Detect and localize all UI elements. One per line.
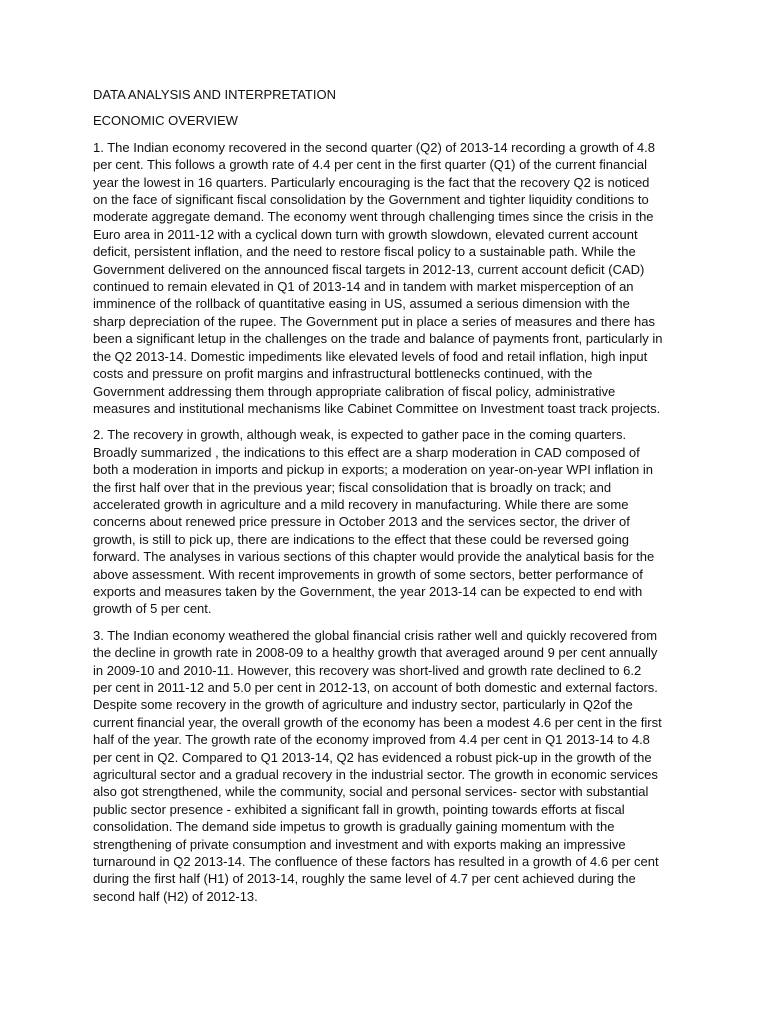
document-title: DATA ANALYSIS AND INTERPRETATION <box>93 87 336 102</box>
paragraph-3: 3. The Indian economy weathered the global financial crisis rather well and quickly recovered from the decline in growth rate in 2008-09 to a healthy growth that averaged around 9 per cent annually in 2009-10 and 2010-11. However, this recovery was short-lived and growth rate declined to 6.2 per cent in 2011-12 and 5.0 per cent in 2012-13, on account of both domestic and external factors. Despite some recovery in the growth of agriculture and industry sector, particularly in Q2of the current financial year, the overall growth of the economy has been a modest 4.6 per cent in the first half of the year. The growth rate of the economy improved from 4.4 per cent in Q1 2013-14 to 4.8 per cent in Q2. Compared to Q1 2013-14, Q2 has evidenced a robust pick-up in the growth of the agricultural sector and a gradual recovery in the industrial sector. The growth in economic services also got strengthened, while the community, social and personal services- sector with substantial public sector presence - exhibited a significant fall in growth, pointing towards efforts at fiscal consolidation. The demand side impetus to growth is gradually gaining momentum with the strengthening of private consumption and investment and with exports making an impressive turnaround in Q2 2013-14. The confluence of these factors has resulted in a growth of 4.6 per cent during the first half (H1) of 2013-14, roughly the same level of 4.7 per cent achieved during the second half (H2) of 2012-13. <box>93 627 662 904</box>
paragraph-2: 2. The recovery in growth, although weak, is expected to gather pace in the coming quarters. Broadly summarized , the indications to this effect are a sharp moderation in CAD composed of both a moderation in imports and pickup in exports; a moderation on year-on-year WPI inflation in the first half over that in the previous year; fiscal consolidation that is broadly on track; and accelerated growth in agriculture and a mild recovery in manufacturing. While there are some concerns about renewed price pressure in October 2013 and the services sector, the driver of growth, is still to pick up, there are indications to the effect that these could be reversed going forward. The analyses in various sections of this chapter would provide the analytical basis for the above assessment. With recent improvements in growth of some sectors, better performance of exports and measures taken by the Government, the year 2013-14 can be expected to end with growth of 5 per cent. <box>93 427 655 617</box>
paragraph-1: 1. The Indian economy recovered in the second quarter (Q2) of 2013-14 recording a growth of 4.8 per cent. This follows a growth rate of 4.4 per cent in the first quarter (Q1) of the current financial year the lowest in 16 quarters. Particularly encouraging is the fact that the recovery Q2 is noticed on the face of significant fiscal consolidation by the Government and tighter liquidity conditions to moderate aggregate demand. The economy went through challenging times since the crisis in the Euro area in 2011-12 with a cyclical down turn with growth slowdown, elevated current account deficit, persistent inflation, and the need to restore fiscal policy to a sustainable path. While the Government delivered on the announced fiscal targets in 2012-13, current account deficit (CAD) continued to remain elevated in Q1 of 2013-14 and in tandem with market misperception of an imminence of the rollback of quantitative easing in US, assumed a serious dimension with the sharp depreciation of the rupee. The Government put in place a series of measures and there has been a significant letup in the challenges on the trade and balance of payments front, particularly in the Q2 2013-14. Domestic impediments like elevated levels of food and retail inflation, high input costs and pressure on profit margins and infrastructural bottlenecks continued, with the Government addressing them through appropriate calibration of fiscal policy, administrative measures and institutional mechanisms like Cabinet Committee on Investment toast track projects. <box>93 139 663 416</box>
document-page <box>93 86 663 914</box>
section-heading: ECONOMIC OVERVIEW <box>93 113 238 129</box>
